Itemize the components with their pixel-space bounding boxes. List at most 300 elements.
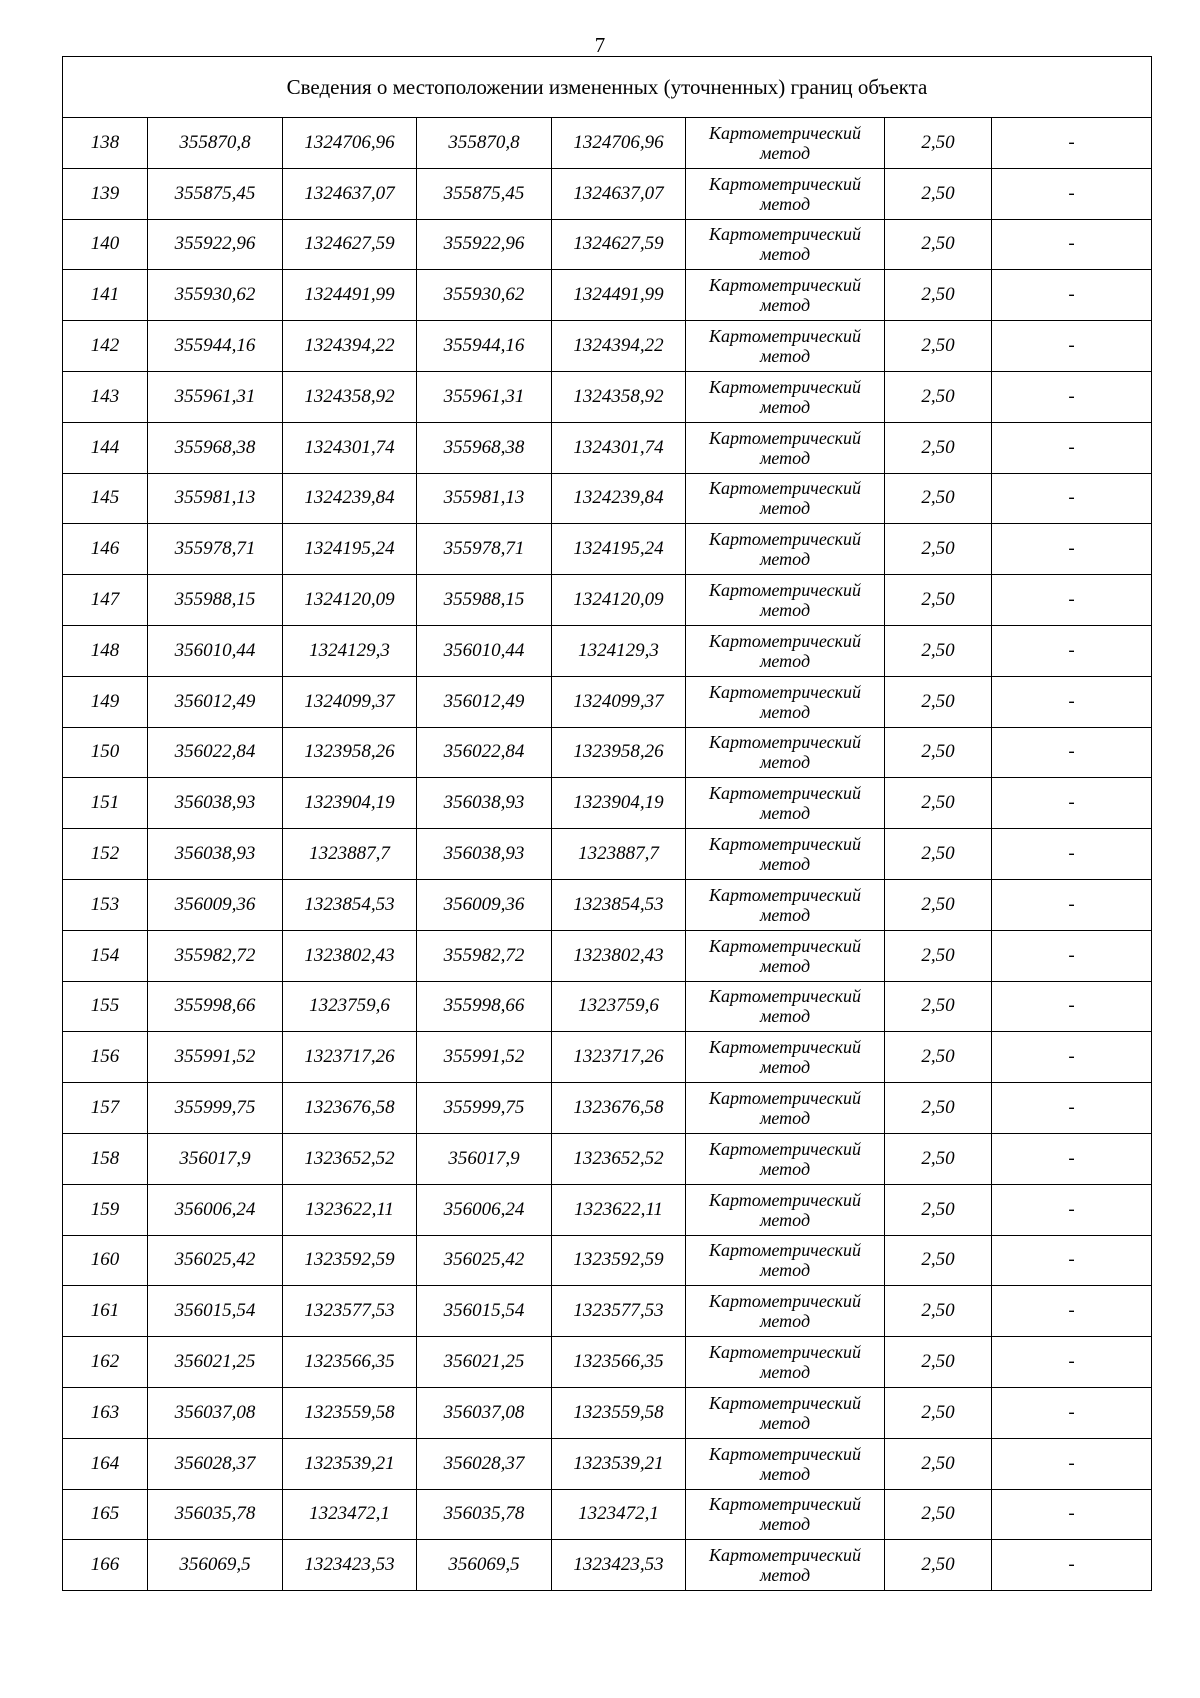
accuracy-cell: 2,50 xyxy=(885,1083,992,1134)
point-number-cell: 166 xyxy=(63,1540,148,1591)
existing-y-cell: 1323652,52 xyxy=(283,1133,417,1184)
point-number-cell: 141 xyxy=(63,270,148,321)
new-y-cell: 1323904,19 xyxy=(552,778,686,829)
new-y-cell: 1324706,96 xyxy=(552,118,686,169)
point-number-cell: 165 xyxy=(63,1489,148,1540)
method-cell xyxy=(686,118,885,169)
new-y-cell: 1323622,11 xyxy=(552,1184,686,1235)
existing-y-cell: 1323759,6 xyxy=(283,981,417,1032)
method-line-2: метод xyxy=(759,904,811,925)
accuracy-cell: 2,50 xyxy=(885,727,992,778)
description-cell: - xyxy=(992,1286,1152,1337)
table-row xyxy=(63,1133,1152,1184)
description-cell: - xyxy=(992,1184,1152,1235)
new-y-cell: 1323887,7 xyxy=(552,829,686,880)
point-number-cell: 162 xyxy=(63,1337,148,1388)
existing-y-cell: 1323423,53 xyxy=(283,1540,417,1591)
boundary-coordinates-table xyxy=(62,56,1152,1591)
new-y-cell: 1324358,92 xyxy=(552,371,686,422)
new-x-cell: 355870,8 xyxy=(417,118,552,169)
existing-y-cell: 1324195,24 xyxy=(283,524,417,575)
method-line-2: метод xyxy=(759,1108,811,1129)
method-line-1: Картометрический xyxy=(708,326,861,347)
existing-y-cell: 1323539,21 xyxy=(283,1438,417,1489)
description-cell: - xyxy=(992,1133,1152,1184)
point-number-cell: 147 xyxy=(63,575,148,626)
accuracy-cell: 2,50 xyxy=(885,473,992,524)
method-cell xyxy=(686,371,885,422)
existing-x-cell: 356038,93 xyxy=(148,778,283,829)
description-cell: - xyxy=(992,1083,1152,1134)
point-number-cell: 159 xyxy=(63,1184,148,1235)
method-cell xyxy=(686,879,885,930)
existing-x-cell: 355982,72 xyxy=(148,930,283,981)
existing-y-cell: 1324706,96 xyxy=(283,118,417,169)
existing-y-cell: 1323802,43 xyxy=(283,930,417,981)
method-line-2: метод xyxy=(759,1514,811,1535)
method-line-1: Картометрический xyxy=(708,376,861,397)
method-cell xyxy=(686,473,885,524)
existing-x-cell: 355968,38 xyxy=(148,422,283,473)
method-cell xyxy=(686,981,885,1032)
accuracy-cell: 2,50 xyxy=(885,575,992,626)
table-row xyxy=(63,524,1152,575)
new-y-cell: 1323802,43 xyxy=(552,930,686,981)
new-x-cell: 355875,45 xyxy=(417,168,552,219)
accuracy-cell: 2,50 xyxy=(885,981,992,1032)
new-y-cell: 1323592,59 xyxy=(552,1235,686,1286)
new-y-cell: 1324195,24 xyxy=(552,524,686,575)
table-row xyxy=(63,1083,1152,1134)
description-cell: - xyxy=(992,778,1152,829)
method-cell xyxy=(686,1133,885,1184)
existing-x-cell: 356022,84 xyxy=(148,727,283,778)
new-x-cell: 355968,38 xyxy=(417,422,552,473)
description-cell: - xyxy=(992,1235,1152,1286)
new-x-cell: 355999,75 xyxy=(417,1083,552,1134)
new-x-cell: 355944,16 xyxy=(417,321,552,372)
table-row xyxy=(63,422,1152,473)
existing-y-cell: 1323887,7 xyxy=(283,829,417,880)
table-header-row xyxy=(63,57,1152,118)
method-line-1: Картометрический xyxy=(708,1392,861,1413)
existing-x-cell: 355991,52 xyxy=(148,1032,283,1083)
description-cell: - xyxy=(992,1032,1152,1083)
method-line-2: метод xyxy=(759,1158,811,1179)
table-row xyxy=(63,1387,1152,1438)
method-cell xyxy=(686,575,885,626)
table-row xyxy=(63,473,1152,524)
point-number-cell: 155 xyxy=(63,981,148,1032)
method-cell xyxy=(686,778,885,829)
new-x-cell: 356017,9 xyxy=(417,1133,552,1184)
existing-y-cell: 1324239,84 xyxy=(283,473,417,524)
accuracy-cell: 2,50 xyxy=(885,1438,992,1489)
method-line-1: Картометрический xyxy=(708,1138,861,1159)
method-cell xyxy=(686,1540,885,1591)
new-x-cell: 355961,31 xyxy=(417,371,552,422)
table-row xyxy=(63,575,1152,626)
existing-x-cell: 356015,54 xyxy=(148,1286,283,1337)
existing-x-cell: 356069,5 xyxy=(148,1540,283,1591)
new-x-cell: 356025,42 xyxy=(417,1235,552,1286)
point-number-cell: 148 xyxy=(63,625,148,676)
accuracy-cell: 2,50 xyxy=(885,1540,992,1591)
existing-y-cell: 1324301,74 xyxy=(283,422,417,473)
description-cell: - xyxy=(992,930,1152,981)
accuracy-cell: 2,50 xyxy=(885,930,992,981)
existing-x-cell: 355944,16 xyxy=(148,321,283,372)
existing-y-cell: 1323592,59 xyxy=(283,1235,417,1286)
description-cell: - xyxy=(992,118,1152,169)
new-x-cell: 356035,78 xyxy=(417,1489,552,1540)
description-cell: - xyxy=(992,473,1152,524)
new-y-cell: 1324129,3 xyxy=(552,625,686,676)
accuracy-cell: 2,50 xyxy=(885,219,992,270)
accuracy-cell: 2,50 xyxy=(885,422,992,473)
accuracy-cell: 2,50 xyxy=(885,829,992,880)
table-row xyxy=(63,625,1152,676)
point-number-cell: 161 xyxy=(63,1286,148,1337)
method-line-2: метод xyxy=(759,549,811,570)
method-line-2: метод xyxy=(759,1260,811,1281)
method-cell xyxy=(686,829,885,880)
point-number-cell: 146 xyxy=(63,524,148,575)
table-row xyxy=(63,321,1152,372)
method-line-1: Картометрический xyxy=(708,783,861,804)
method-line-2: метод xyxy=(759,295,811,316)
point-number-cell: 143 xyxy=(63,371,148,422)
new-x-cell: 356037,08 xyxy=(417,1387,552,1438)
accuracy-cell: 2,50 xyxy=(885,1286,992,1337)
description-cell: - xyxy=(992,1540,1152,1591)
method-cell xyxy=(686,219,885,270)
method-line-2: метод xyxy=(759,244,811,265)
accuracy-cell: 2,50 xyxy=(885,676,992,727)
description-cell: - xyxy=(992,1438,1152,1489)
existing-x-cell: 356010,44 xyxy=(148,625,283,676)
method-cell xyxy=(686,1083,885,1134)
method-cell xyxy=(686,270,885,321)
point-number-cell: 144 xyxy=(63,422,148,473)
table-row xyxy=(63,168,1152,219)
point-number-cell: 145 xyxy=(63,473,148,524)
accuracy-cell: 2,50 xyxy=(885,1184,992,1235)
method-line-1: Картометрический xyxy=(708,1240,861,1261)
existing-y-cell: 1324099,37 xyxy=(283,676,417,727)
accuracy-cell: 2,50 xyxy=(885,118,992,169)
new-y-cell: 1323539,21 xyxy=(552,1438,686,1489)
existing-y-cell: 1323622,11 xyxy=(283,1184,417,1235)
method-line-1: Картометрический xyxy=(708,529,861,550)
existing-x-cell: 355870,8 xyxy=(148,118,283,169)
new-y-cell: 1324627,59 xyxy=(552,219,686,270)
existing-x-cell: 355999,75 xyxy=(148,1083,283,1134)
existing-x-cell: 356037,08 xyxy=(148,1387,283,1438)
accuracy-cell: 2,50 xyxy=(885,371,992,422)
existing-x-cell: 356012,49 xyxy=(148,676,283,727)
point-number-cell: 150 xyxy=(63,727,148,778)
existing-y-cell: 1323854,53 xyxy=(283,879,417,930)
method-line-1: Картометрический xyxy=(708,630,861,651)
method-line-2: метод xyxy=(759,1057,811,1078)
description-cell: - xyxy=(992,422,1152,473)
new-x-cell: 356010,44 xyxy=(417,625,552,676)
table-row xyxy=(63,1438,1152,1489)
description-cell: - xyxy=(992,524,1152,575)
new-y-cell: 1324491,99 xyxy=(552,270,686,321)
point-number-cell: 140 xyxy=(63,219,148,270)
new-x-cell: 355998,66 xyxy=(417,981,552,1032)
new-y-cell: 1324394,22 xyxy=(552,321,686,372)
table-row xyxy=(63,778,1152,829)
table-row xyxy=(63,118,1152,169)
method-line-2: метод xyxy=(759,752,811,773)
method-cell xyxy=(686,1286,885,1337)
description-cell: - xyxy=(992,1489,1152,1540)
new-y-cell: 1324637,07 xyxy=(552,168,686,219)
method-line-1: Картометрический xyxy=(708,1037,861,1058)
existing-x-cell: 356035,78 xyxy=(148,1489,283,1540)
table-row xyxy=(63,981,1152,1032)
new-x-cell: 356012,49 xyxy=(417,676,552,727)
existing-y-cell: 1323676,58 xyxy=(283,1083,417,1134)
new-y-cell: 1323652,52 xyxy=(552,1133,686,1184)
new-y-cell: 1324239,84 xyxy=(552,473,686,524)
existing-y-cell: 1324394,22 xyxy=(283,321,417,372)
method-line-2: метод xyxy=(759,1209,811,1230)
new-x-cell: 356038,93 xyxy=(417,829,552,880)
new-x-cell: 356006,24 xyxy=(417,1184,552,1235)
method-cell xyxy=(686,1438,885,1489)
table-row xyxy=(63,879,1152,930)
existing-x-cell: 356021,25 xyxy=(148,1337,283,1388)
method-line-1: Картометрический xyxy=(708,427,861,448)
description-cell: - xyxy=(992,829,1152,880)
existing-x-cell: 356028,37 xyxy=(148,1438,283,1489)
method-cell xyxy=(686,422,885,473)
accuracy-cell: 2,50 xyxy=(885,879,992,930)
method-line-2: метод xyxy=(759,854,811,875)
existing-x-cell: 356006,24 xyxy=(148,1184,283,1235)
method-line-1: Картометрический xyxy=(708,1088,861,1109)
method-line-2: метод xyxy=(759,447,811,468)
existing-y-cell: 1323958,26 xyxy=(283,727,417,778)
new-y-cell: 1323472,1 xyxy=(552,1489,686,1540)
description-cell: - xyxy=(992,219,1152,270)
method-line-2: метод xyxy=(759,193,811,214)
method-cell xyxy=(686,1184,885,1235)
new-x-cell: 355988,15 xyxy=(417,575,552,626)
method-cell xyxy=(686,1337,885,1388)
new-x-cell: 355981,13 xyxy=(417,473,552,524)
existing-x-cell: 355998,66 xyxy=(148,981,283,1032)
description-cell: - xyxy=(992,321,1152,372)
method-line-1: Картометрический xyxy=(708,935,861,956)
method-line-1: Картометрический xyxy=(708,580,861,601)
table-row xyxy=(63,1337,1152,1388)
method-cell xyxy=(686,1387,885,1438)
accuracy-cell: 2,50 xyxy=(885,1337,992,1388)
method-line-2: метод xyxy=(759,701,811,722)
method-line-2: метод xyxy=(759,1463,811,1484)
method-line-2: метод xyxy=(759,1412,811,1433)
method-line-1: Картометрический xyxy=(708,681,861,702)
description-cell: - xyxy=(992,168,1152,219)
method-cell xyxy=(686,1235,885,1286)
new-y-cell: 1324120,09 xyxy=(552,575,686,626)
new-y-cell: 1323566,35 xyxy=(552,1337,686,1388)
table-row xyxy=(63,1489,1152,1540)
accuracy-cell: 2,50 xyxy=(885,524,992,575)
existing-x-cell: 355978,71 xyxy=(148,524,283,575)
accuracy-cell: 2,50 xyxy=(885,778,992,829)
existing-y-cell: 1323472,1 xyxy=(283,1489,417,1540)
method-line-2: метод xyxy=(759,600,811,621)
new-y-cell: 1323559,58 xyxy=(552,1387,686,1438)
description-cell: - xyxy=(992,371,1152,422)
accuracy-cell: 2,50 xyxy=(885,1387,992,1438)
existing-y-cell: 1324358,92 xyxy=(283,371,417,422)
description-cell: - xyxy=(992,625,1152,676)
new-x-cell: 355991,52 xyxy=(417,1032,552,1083)
method-cell xyxy=(686,1489,885,1540)
point-number-cell: 156 xyxy=(63,1032,148,1083)
existing-x-cell: 356017,9 xyxy=(148,1133,283,1184)
method-line-2: метод xyxy=(759,803,811,824)
existing-x-cell: 355875,45 xyxy=(148,168,283,219)
existing-y-cell: 1324129,3 xyxy=(283,625,417,676)
method-cell xyxy=(686,1032,885,1083)
method-line-1: Картометрический xyxy=(708,884,861,905)
existing-y-cell: 1323904,19 xyxy=(283,778,417,829)
new-x-cell: 356022,84 xyxy=(417,727,552,778)
new-x-cell: 355978,71 xyxy=(417,524,552,575)
new-y-cell: 1323759,6 xyxy=(552,981,686,1032)
description-cell: - xyxy=(992,676,1152,727)
method-line-1: Картометрический xyxy=(708,1189,861,1210)
accuracy-cell: 2,50 xyxy=(885,1032,992,1083)
point-number-cell: 138 xyxy=(63,118,148,169)
method-cell xyxy=(686,625,885,676)
method-line-1: Картометрический xyxy=(708,1443,861,1464)
existing-x-cell: 356038,93 xyxy=(148,829,283,880)
method-cell xyxy=(686,524,885,575)
description-cell: - xyxy=(992,1337,1152,1388)
new-x-cell: 356015,54 xyxy=(417,1286,552,1337)
table-row xyxy=(63,1032,1152,1083)
table-row xyxy=(63,930,1152,981)
method-line-2: метод xyxy=(759,1006,811,1027)
existing-y-cell: 1324491,99 xyxy=(283,270,417,321)
description-cell: - xyxy=(992,879,1152,930)
table-body xyxy=(63,118,1152,1591)
existing-y-cell: 1323577,53 xyxy=(283,1286,417,1337)
new-y-cell: 1323676,58 xyxy=(552,1083,686,1134)
new-y-cell: 1323958,26 xyxy=(552,727,686,778)
method-cell xyxy=(686,727,885,778)
new-x-cell: 356009,36 xyxy=(417,879,552,930)
method-line-1: Картометрический xyxy=(708,834,861,855)
accuracy-cell: 2,50 xyxy=(885,168,992,219)
table-row xyxy=(63,676,1152,727)
table-row xyxy=(63,1184,1152,1235)
method-line-2: метод xyxy=(759,1311,811,1332)
method-cell xyxy=(686,321,885,372)
existing-x-cell: 355930,62 xyxy=(148,270,283,321)
existing-y-cell: 1324637,07 xyxy=(283,168,417,219)
method-line-2: метод xyxy=(759,396,811,417)
method-line-2: метод xyxy=(759,650,811,671)
point-number-cell: 151 xyxy=(63,778,148,829)
table-row xyxy=(63,1235,1152,1286)
description-cell: - xyxy=(992,981,1152,1032)
method-line-1: Картометрический xyxy=(708,275,861,296)
existing-y-cell: 1323559,58 xyxy=(283,1387,417,1438)
accuracy-cell: 2,50 xyxy=(885,321,992,372)
method-line-1: Картометрический xyxy=(708,478,861,499)
method-line-1: Картометрический xyxy=(708,173,861,194)
description-cell: - xyxy=(992,575,1152,626)
method-line-1: Картометрический xyxy=(708,732,861,753)
method-cell xyxy=(686,676,885,727)
point-number-cell: 139 xyxy=(63,168,148,219)
new-y-cell: 1323854,53 xyxy=(552,879,686,930)
table-row xyxy=(63,219,1152,270)
existing-y-cell: 1323717,26 xyxy=(283,1032,417,1083)
method-line-1: Картометрический xyxy=(708,1494,861,1515)
accuracy-cell: 2,50 xyxy=(885,270,992,321)
existing-x-cell: 355961,31 xyxy=(148,371,283,422)
method-line-1: Картометрический xyxy=(708,986,861,1007)
existing-x-cell: 355922,96 xyxy=(148,219,283,270)
new-y-cell: 1324301,74 xyxy=(552,422,686,473)
point-number-cell: 149 xyxy=(63,676,148,727)
existing-y-cell: 1324120,09 xyxy=(283,575,417,626)
accuracy-cell: 2,50 xyxy=(885,1489,992,1540)
table-row xyxy=(63,727,1152,778)
description-cell: - xyxy=(992,1387,1152,1438)
table-row xyxy=(63,371,1152,422)
method-line-2: метод xyxy=(759,346,811,367)
point-number-cell: 142 xyxy=(63,321,148,372)
description-cell: - xyxy=(992,727,1152,778)
method-line-1: Картометрический xyxy=(708,1545,861,1566)
page-number: 7 xyxy=(594,33,606,57)
method-line-2: метод xyxy=(759,1362,811,1383)
method-line-1: Картометрический xyxy=(708,1342,861,1363)
existing-y-cell: 1324627,59 xyxy=(283,219,417,270)
new-x-cell: 355930,62 xyxy=(417,270,552,321)
new-x-cell: 356021,25 xyxy=(417,1337,552,1388)
table-row xyxy=(63,1540,1152,1591)
new-y-cell: 1323717,26 xyxy=(552,1032,686,1083)
new-x-cell: 356028,37 xyxy=(417,1438,552,1489)
method-line-2: метод xyxy=(759,498,811,519)
description-cell: - xyxy=(992,270,1152,321)
point-number-cell: 158 xyxy=(63,1133,148,1184)
existing-x-cell: 355988,15 xyxy=(148,575,283,626)
point-number-cell: 154 xyxy=(63,930,148,981)
new-x-cell: 355982,72 xyxy=(417,930,552,981)
table-title: Сведения о местоположении измененных (уточненных) границ объекта xyxy=(63,57,1152,118)
existing-y-cell: 1323566,35 xyxy=(283,1337,417,1388)
accuracy-cell: 2,50 xyxy=(885,625,992,676)
point-number-cell: 163 xyxy=(63,1387,148,1438)
method-cell xyxy=(686,930,885,981)
method-line-1: Картометрический xyxy=(708,224,861,245)
new-y-cell: 1323577,53 xyxy=(552,1286,686,1337)
